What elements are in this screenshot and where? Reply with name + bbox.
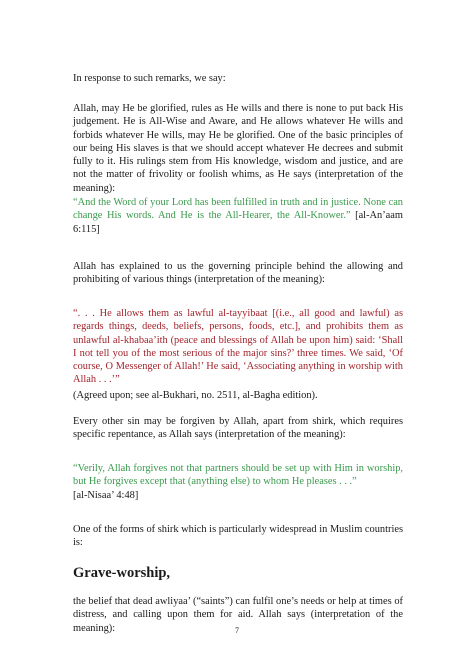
quote-an-aam-paragraph bbox=[73, 196, 403, 236]
one-form-paragraph: One of the forms of shirk which is particularly widespread in Muslim countries is: bbox=[73, 524, 403, 549]
quote-nisaa: “Verily, Allah forgives not that partners should be set up with Him in worship, but He forgives except that (anything else) to whom He pleases . . .” bbox=[73, 463, 403, 488]
section-heading: Grave-worship, bbox=[73, 565, 171, 581]
quote-nisaa-paragraph bbox=[73, 462, 403, 502]
explained-paragraph: Allah has explained to us the governing principle behind the allowing and prohibiting of various things (interpretation of the meaning): bbox=[73, 261, 403, 286]
quote-an-aam-reference: [al-An’aam 6:115] bbox=[73, 210, 403, 235]
page-number: 7 bbox=[235, 626, 239, 635]
belief-paragraph: the belief that dead awliyaa’ (“saints”) can fulfil one’s needs or help at times of distress, and calling upon them for aid. Allah says (interpretation of the meaning): bbox=[73, 596, 403, 634]
allah-rules-paragraph: Allah, may He be glorified, rules as He wills and there is none to put back His judgement. He is All-Wise and Aware, and He allows whatever He wills and forbids whatever He wills, may He be glorified. One of the basic principles of our being His slaves is that we should accept whatever He decrees and submit fully to it. His rulings stem from His knowledge, wisdom and justice, and are not the matter of frivolity or foolish whims, as He says (interpretation of the meaning): bbox=[73, 103, 403, 194]
quote-an-aam: “And the Word of your Lord has been fulfilled in truth and in justice. None can change His words. And He is the All-Hearer, the All-Knower.” bbox=[73, 197, 403, 222]
quote-major-sins: “. . . He allows them as lawful al-tayyibaat [(i.e., all good and lawful) as regards things, deeds, beliefs, persons, foods, etc.], and prohibits them as unlawful al-khabaa’ith (peace and blessings of Allah be upon him) said: ‘Shall I not tell you of the most serious of the major sins?’ three times. We said, ‘Of course, O Messenger of Allah!’ He said, ‘Associating anything in worship with Allah . . .’” bbox=[73, 308, 403, 386]
intro-paragraph: In response to such remarks, we say: bbox=[73, 73, 226, 84]
quote-nisaa-reference: [al-Nisaa’ 4:48] bbox=[73, 489, 139, 501]
every-sin-paragraph: Every other sin may be forgiven by Allah, apart from shirk, which requires specific repentance, as Allah says (interpretation of the meaning): bbox=[73, 416, 403, 441]
agreed-upon-reference: (Agreed upon; see al-Bukhari, no. 2511, al-Bagha edition). bbox=[73, 390, 318, 401]
page-body bbox=[73, 72, 403, 634]
